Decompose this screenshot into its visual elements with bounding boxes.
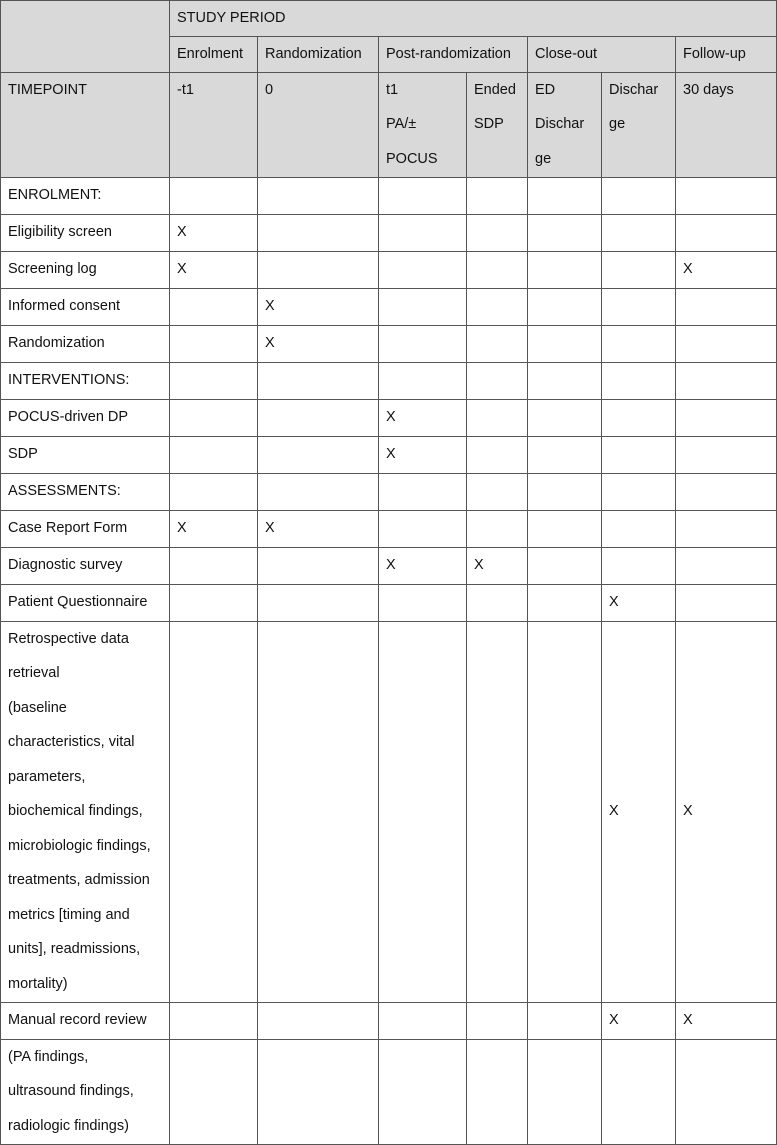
timepoint-text: Dischar bbox=[535, 116, 585, 132]
phase-enrolment: Enrolment bbox=[170, 36, 258, 72]
schedule-cell bbox=[379, 177, 467, 214]
row-label-text: retrieval bbox=[8, 665, 60, 681]
row-label-text: ASSESSMENTS: bbox=[8, 482, 121, 499]
schedule-cell bbox=[602, 251, 676, 288]
row-label bbox=[1, 621, 170, 1002]
row-label bbox=[1, 399, 170, 436]
schedule-cell bbox=[467, 510, 528, 547]
schedule-cell bbox=[602, 547, 676, 584]
schedule-cell bbox=[170, 1039, 258, 1144]
schedule-cell bbox=[528, 584, 602, 621]
timepoint-text: Ended bbox=[474, 81, 516, 98]
row-label-text: treatments, admission bbox=[8, 872, 150, 888]
row-label bbox=[1, 177, 170, 214]
schedule-mark: X bbox=[602, 621, 676, 1002]
schedule-cell bbox=[467, 584, 528, 621]
schedule-cell bbox=[528, 547, 602, 584]
timepoint-text: 30 days bbox=[683, 81, 734, 98]
row-label-text: POCUS-driven DP bbox=[8, 408, 129, 425]
schedule-cell bbox=[528, 510, 602, 547]
schedule-cell bbox=[170, 584, 258, 621]
schedule-mark: X bbox=[258, 288, 379, 325]
schedule-cell bbox=[602, 473, 676, 510]
row-label bbox=[1, 251, 170, 288]
schedule-cell bbox=[379, 251, 467, 288]
schedule-cell bbox=[528, 1039, 602, 1144]
timepoint-cell bbox=[379, 72, 467, 177]
row-label bbox=[1, 1039, 170, 1144]
schedule-mark: X bbox=[379, 436, 467, 473]
row-label-text: SDP bbox=[8, 445, 38, 462]
row-label-text: Eligibility screen bbox=[8, 223, 112, 240]
schedule-mark: X bbox=[602, 584, 676, 621]
schedule-cell bbox=[602, 510, 676, 547]
schedule-cell bbox=[258, 473, 379, 510]
schedule-cell bbox=[602, 177, 676, 214]
phase-close-out: Close-out bbox=[528, 36, 676, 72]
schedule-cell bbox=[528, 214, 602, 251]
phase-randomization: Randomization bbox=[258, 36, 379, 72]
study-period-heading: STUDY PERIOD bbox=[170, 1, 777, 37]
schedule-cell bbox=[676, 584, 777, 621]
row-label-text: Screening log bbox=[8, 260, 97, 277]
row-label-text: ENROLMENT: bbox=[8, 186, 102, 203]
schedule-cell bbox=[676, 436, 777, 473]
table-row bbox=[1, 251, 777, 288]
schedule-cell bbox=[676, 547, 777, 584]
table-row bbox=[1, 177, 777, 214]
table-row bbox=[1, 510, 777, 547]
schedule-mark: X bbox=[258, 510, 379, 547]
schedule-cell bbox=[467, 436, 528, 473]
schedule-cell bbox=[676, 288, 777, 325]
schedule-mark: X bbox=[170, 510, 258, 547]
schedule-cell bbox=[379, 473, 467, 510]
row-label bbox=[1, 214, 170, 251]
table-row bbox=[1, 399, 777, 436]
row-label-text: INTERVENTIONS: bbox=[8, 371, 130, 388]
schedule-cell bbox=[602, 1039, 676, 1144]
schedule-cell bbox=[602, 362, 676, 399]
row-label-text: (PA findings, bbox=[8, 1048, 89, 1065]
schedule-cell bbox=[528, 473, 602, 510]
table-row bbox=[1, 214, 777, 251]
timepoint-text: SDP bbox=[474, 116, 504, 132]
row-label-text: Manual record review bbox=[8, 1011, 147, 1028]
schedule-cell bbox=[676, 399, 777, 436]
header-corner-cell bbox=[1, 1, 170, 73]
schedule-cell bbox=[602, 288, 676, 325]
schedule-cell bbox=[528, 436, 602, 473]
table-row bbox=[1, 288, 777, 325]
schedule-cell bbox=[467, 325, 528, 362]
schedule-cell bbox=[676, 1039, 777, 1144]
table-row bbox=[1, 1002, 777, 1039]
row-label-text: Informed consent bbox=[8, 297, 121, 314]
timepoint-cell bbox=[602, 72, 676, 177]
row-label-text: mortality) bbox=[8, 975, 68, 992]
phase-post-randomization: Post-randomization bbox=[379, 36, 528, 72]
schedule-cell bbox=[676, 510, 777, 547]
timepoint-text: ge bbox=[609, 116, 626, 132]
schedule-cell bbox=[258, 621, 379, 1002]
table-row bbox=[1, 621, 777, 1002]
schedule-mark: X bbox=[676, 251, 777, 288]
schedule-cell bbox=[258, 362, 379, 399]
schedule-mark: X bbox=[467, 547, 528, 584]
schedule-cell bbox=[379, 288, 467, 325]
row-label bbox=[1, 473, 170, 510]
schedule-cell bbox=[467, 362, 528, 399]
timepoint-text: ED bbox=[535, 81, 556, 98]
schedule-cell bbox=[379, 584, 467, 621]
schedule-cell bbox=[467, 399, 528, 436]
timepoint-text: t1 bbox=[386, 81, 399, 98]
row-label bbox=[1, 1002, 170, 1039]
timepoint-cell bbox=[676, 72, 777, 177]
row-label-text: (baseline bbox=[8, 699, 67, 716]
timepoint-text: POCUS bbox=[386, 150, 438, 167]
timepoint-text: 0 bbox=[265, 81, 274, 98]
schedule-mark: X bbox=[676, 621, 777, 1002]
table-row bbox=[1, 436, 777, 473]
schedule-cell bbox=[379, 325, 467, 362]
schedule-cell bbox=[258, 177, 379, 214]
timepoint-cell bbox=[258, 72, 379, 177]
schedule-cell bbox=[467, 251, 528, 288]
schedule-cell bbox=[170, 288, 258, 325]
schedule-cell bbox=[170, 177, 258, 214]
schedule-mark: X bbox=[379, 547, 467, 584]
row-label-text: biochemical findings, bbox=[8, 803, 143, 819]
schedule-cell bbox=[170, 325, 258, 362]
schedule-cell bbox=[258, 399, 379, 436]
row-label-text: units], readmissions, bbox=[8, 941, 141, 957]
schedule-cell bbox=[528, 399, 602, 436]
schedule-cell bbox=[602, 436, 676, 473]
schedule-cell bbox=[528, 1002, 602, 1039]
row-label bbox=[1, 288, 170, 325]
schedule-cell bbox=[258, 436, 379, 473]
row-label-text: parameters, bbox=[8, 768, 86, 785]
row-label bbox=[1, 510, 170, 547]
timepoint-cell bbox=[467, 72, 528, 177]
schedule-cell bbox=[467, 288, 528, 325]
schedule-mark: X bbox=[258, 325, 379, 362]
timepoint-text: -t1 bbox=[177, 81, 194, 98]
schedule-cell bbox=[258, 1039, 379, 1144]
row-label bbox=[1, 584, 170, 621]
table-row bbox=[1, 584, 777, 621]
schedule-cell bbox=[528, 362, 602, 399]
schedule-cell bbox=[602, 214, 676, 251]
schedule-mark: X bbox=[602, 1002, 676, 1039]
schedule-cell bbox=[676, 177, 777, 214]
schedule-cell bbox=[258, 214, 379, 251]
schedule-cell bbox=[379, 362, 467, 399]
schedule-cell bbox=[528, 288, 602, 325]
schedule-cell bbox=[379, 214, 467, 251]
row-label-text: Retrospective data bbox=[8, 630, 129, 647]
row-label bbox=[1, 436, 170, 473]
row-label bbox=[1, 325, 170, 362]
row-label-text: characteristics, vital bbox=[8, 734, 135, 750]
schedule-cell bbox=[258, 584, 379, 621]
row-label-text: microbiologic findings, bbox=[8, 837, 151, 854]
header-row-timepoints bbox=[1, 72, 777, 177]
schedule-cell bbox=[467, 177, 528, 214]
schedule-cell bbox=[379, 510, 467, 547]
schedule-cell bbox=[379, 1039, 467, 1144]
table-row bbox=[1, 473, 777, 510]
row-label-text: Patient Questionnaire bbox=[8, 593, 148, 610]
schedule-cell bbox=[170, 362, 258, 399]
schedule-cell bbox=[258, 251, 379, 288]
schedule-cell bbox=[528, 251, 602, 288]
schedule-cell bbox=[379, 1002, 467, 1039]
table-row bbox=[1, 362, 777, 399]
header-row-study-period bbox=[1, 1, 777, 37]
schedule-cell bbox=[467, 214, 528, 251]
schedule-cell bbox=[467, 473, 528, 510]
timepoint-cell bbox=[528, 72, 602, 177]
schedule-cell bbox=[467, 621, 528, 1002]
schedule-cell bbox=[676, 214, 777, 251]
row-label bbox=[1, 547, 170, 584]
schedule-mark: X bbox=[170, 251, 258, 288]
schedule-cell bbox=[676, 362, 777, 399]
row-label-text: Case Report Form bbox=[8, 519, 128, 536]
schedule-cell bbox=[258, 547, 379, 584]
schedule-cell bbox=[379, 621, 467, 1002]
schedule-cell bbox=[528, 325, 602, 362]
schedule-cell bbox=[258, 1002, 379, 1039]
timepoint-text: PA/± bbox=[386, 116, 417, 132]
schedule-cell bbox=[170, 399, 258, 436]
schedule-cell bbox=[170, 436, 258, 473]
row-label bbox=[1, 362, 170, 399]
timepoint-text: Dischar bbox=[609, 81, 659, 98]
row-label-text: ultrasound findings, bbox=[8, 1083, 134, 1099]
schedule-cell bbox=[528, 621, 602, 1002]
row-label-text: Diagnostic survey bbox=[8, 556, 123, 573]
schedule-mark: X bbox=[676, 1002, 777, 1039]
schedule-cell bbox=[170, 621, 258, 1002]
schedule-cell bbox=[467, 1002, 528, 1039]
row-label-text: Randomization bbox=[8, 334, 105, 351]
row-label-text: metrics [timing and bbox=[8, 906, 130, 923]
timepoint-text: ge bbox=[535, 150, 552, 167]
table-row bbox=[1, 547, 777, 584]
row-label-text: radiologic findings) bbox=[8, 1117, 129, 1134]
table-row bbox=[1, 325, 777, 362]
schedule-cell bbox=[467, 1039, 528, 1144]
schedule-cell bbox=[676, 473, 777, 510]
timepoint-cell bbox=[170, 72, 258, 177]
schedule-cell bbox=[602, 399, 676, 436]
schedule-mark: X bbox=[170, 214, 258, 251]
table-row bbox=[1, 1039, 777, 1144]
schedule-cell bbox=[676, 325, 777, 362]
schedule-cell bbox=[170, 547, 258, 584]
schedule-cell bbox=[528, 177, 602, 214]
timepoint-label: TIMEPOINT bbox=[1, 72, 170, 177]
schedule-cell bbox=[170, 1002, 258, 1039]
schedule-mark: X bbox=[379, 399, 467, 436]
schedule-cell bbox=[170, 473, 258, 510]
schedule-cell bbox=[602, 325, 676, 362]
phase-follow-up: Follow-up bbox=[676, 36, 777, 72]
